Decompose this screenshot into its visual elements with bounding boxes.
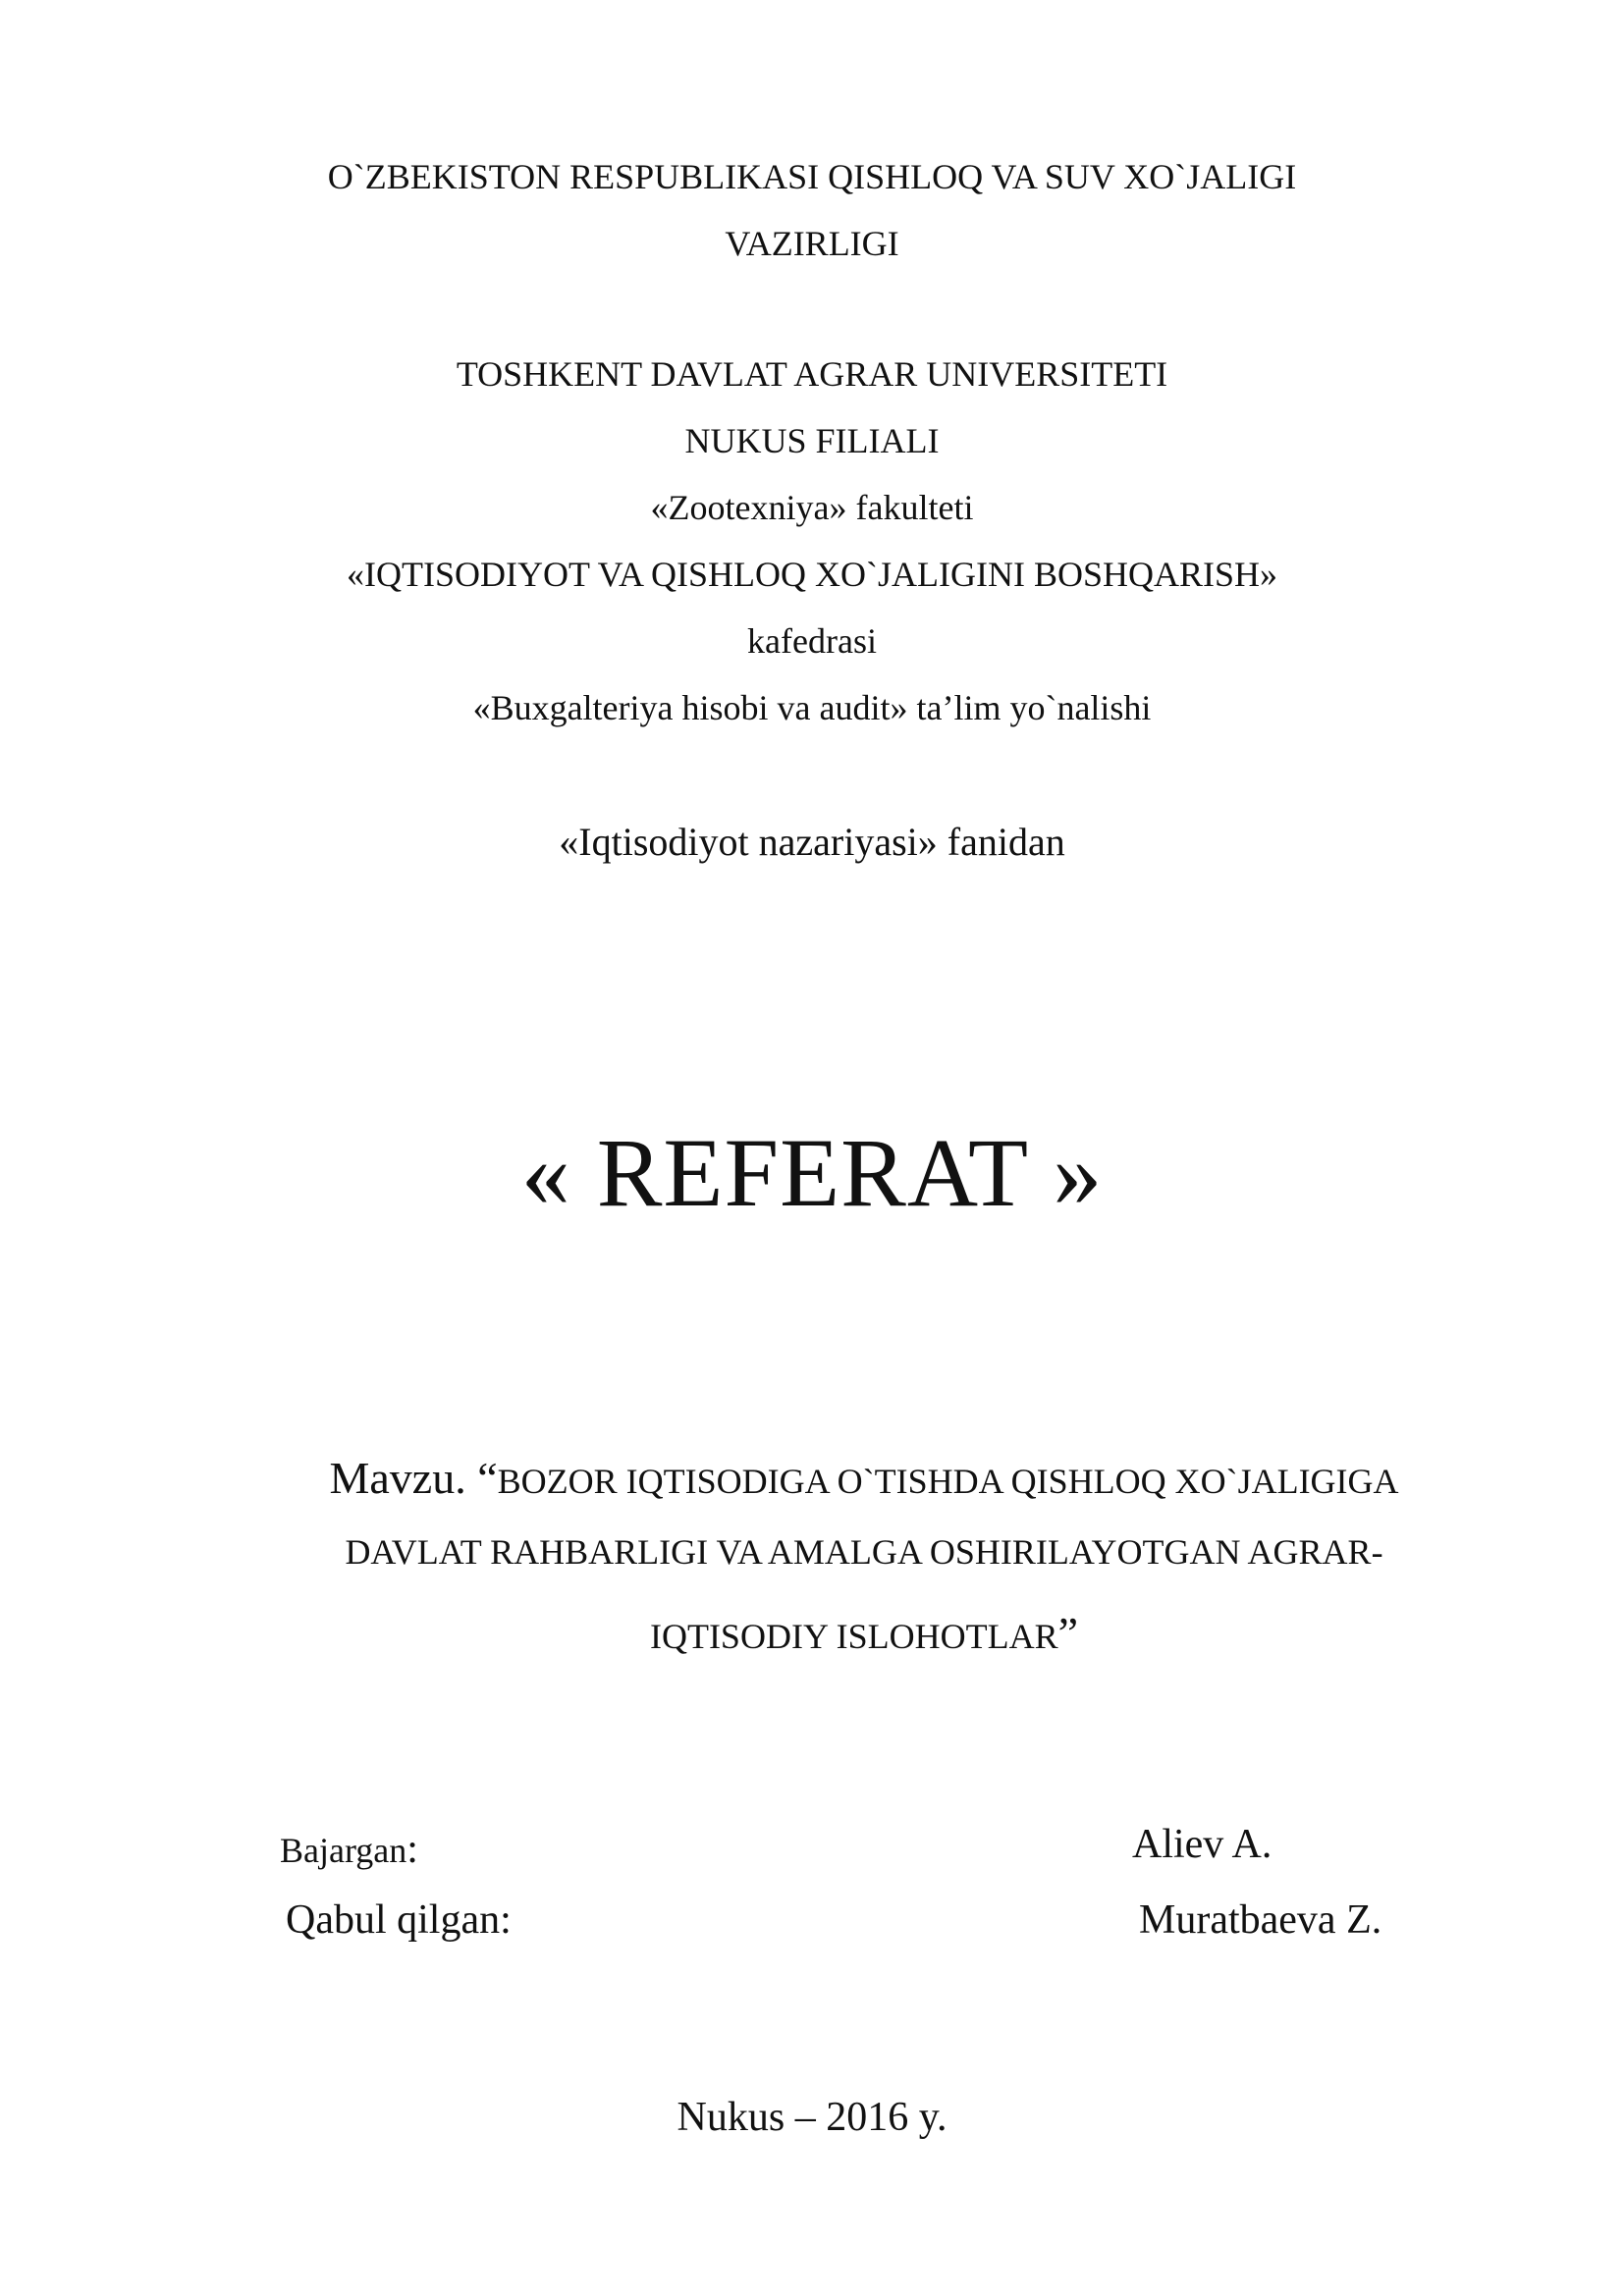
done-by-label-text: Bajargan bbox=[280, 1831, 407, 1870]
subject-line: «Iqtisodiyot nazariyasi» fanidan bbox=[559, 820, 1065, 864]
specialty-name: «Buxgalteriya hisobi va audit» ta’lim yo`nalishi bbox=[472, 688, 1152, 727]
done-by-name: Aliev A. bbox=[1132, 1822, 1272, 1867]
done-by-colon: : bbox=[406, 1827, 418, 1872]
branch-name: NUKUS FILIALI bbox=[684, 421, 940, 460]
department-suffix: kafedrasi bbox=[747, 621, 877, 661]
university-name: TOSHKENT DAVLAT AGRAR UNIVERSITETI bbox=[456, 354, 1168, 394]
topic-line-2 bbox=[275, 1534, 1453, 1570]
ministry-line-2: VAZIRLIGI bbox=[725, 224, 899, 263]
faculty-name: «Zootexniya» fakulteti bbox=[650, 488, 974, 527]
topic-label: Mavzu. “ bbox=[329, 1453, 498, 1503]
footer-place-year: Nukus – 2016 y. bbox=[677, 2095, 947, 2140]
topic-text-1: BOZOR IQTISODIGA O`TISHDA QISHLOQ XO`JALIGIGA bbox=[497, 1462, 1399, 1501]
department-name: «IQTISODIYOT VA QISHLOQ XO`JALIGINI BOSHQARISH» bbox=[346, 555, 1277, 594]
accepted-by-label: Qabul qilgan: bbox=[286, 1897, 512, 1943]
topic-line-3 bbox=[275, 1608, 1453, 1658]
topic-text-3: IQTISODIY ISLOHOTLAR bbox=[649, 1617, 1058, 1656]
topic-text-2: DAVLAT RAHBARLIGI VA AMALGA OSHIRILAYOTGAN AGRAR- bbox=[345, 1532, 1383, 1572]
topic-close-quote: ” bbox=[1057, 1608, 1079, 1658]
done-by-label bbox=[280, 1829, 418, 1870]
topic-line-1 bbox=[275, 1453, 1453, 1503]
ministry-line-1: O`ZBEKISTON RESPUBLIKASI QISHLOQ VA SUV XO`JALIGI bbox=[327, 157, 1297, 196]
accepted-by-name: Muratbaeva Z. bbox=[1139, 1897, 1382, 1943]
document-title: « REFERAT » bbox=[520, 1118, 1104, 1227]
